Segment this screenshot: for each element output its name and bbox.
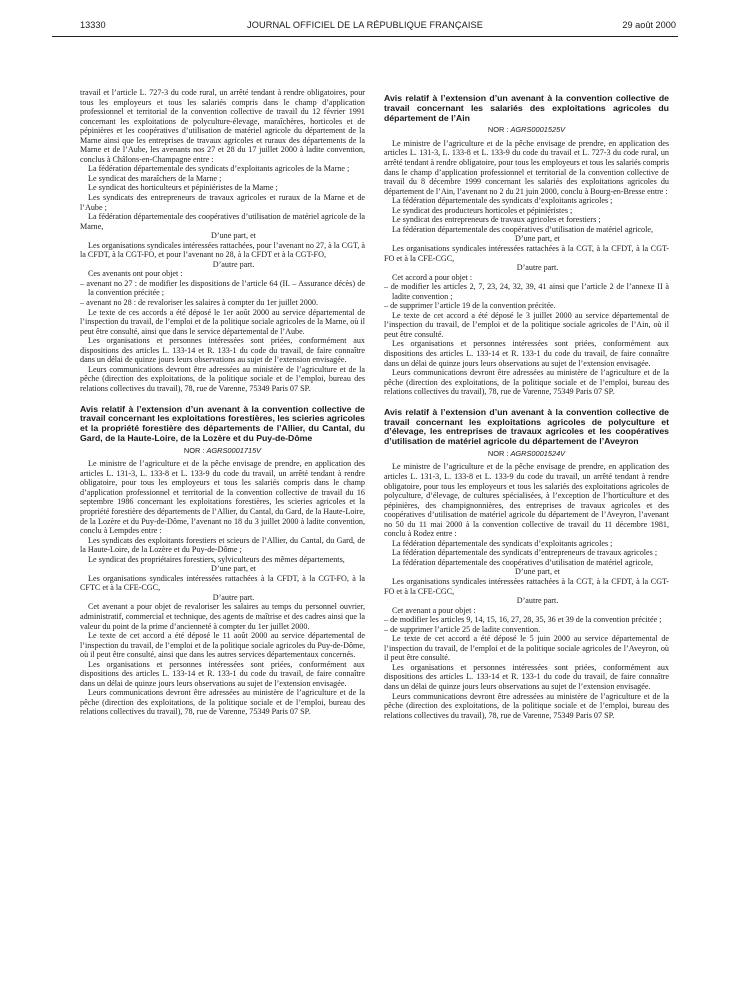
paragraph: Le syndicat des maraîchers de la Marne ;: [88, 173, 222, 183]
paragraph: La fédération départementale des syndicats d’exploitants agricoles ;: [392, 196, 613, 206]
paragraph: Les organisations syndicales intéressées rattachées à la CGT, à la CFDT, à la CGT-FO et à la CFE-CGC,: [384, 243, 669, 263]
page-header: [52, 14, 678, 37]
list-item: – de supprimer l’article 19 de la convention précitée.: [384, 301, 556, 311]
left-column: [80, 88, 365, 717]
list-item: – de modifier les articles 9, 14, 15, 16, 27, 28, 35, 36 et 39 de la convention précitée ;: [384, 615, 662, 625]
paragraph: Le texte de cet accord a été déposé le 5 juin 2000 au service départemental de l’inspection du travail, de l’emploi et de la politique sociale agricoles de l’Aveyron, où il peut être consulté.: [384, 634, 669, 663]
paragraph: D’autre part.: [516, 596, 559, 606]
paragraph: D’une part, et: [211, 231, 256, 241]
paragraph: Leurs communications devront être adressées au ministère de l’agriculture et de la pêche (direction des exploitations, de la politique sociale et de l’emploi, bureau des relations collectives du travail), 78, rue de Varenne, 75349 Paris 07 SP.: [80, 688, 365, 717]
paragraph: Le syndicat des horticulteurs et pépiniéristes de la Marne ;: [88, 183, 278, 193]
list-item: – de supprimer l’article 25 de ladite convention.: [384, 624, 541, 634]
paragraph: La fédération départementale des coopératives d’utilisation de matériel agricole,: [392, 557, 654, 567]
issue-date: 29 août 2000: [622, 20, 676, 30]
nor-reference: NOR : AGRS0001525V: [487, 125, 566, 135]
paragraph: La fédération départementale des coopératives d’utilisation de matériel agricole de la Marne,: [80, 212, 365, 231]
right-column: [384, 94, 669, 720]
paragraph: Leurs communications devront être adressées au ministère de l’agriculture et de la pêche (direction des exploitations, de la politique sociale et de l’emploi, bureau des relations collectives du travail), 78, rue de Varenne, 75349 Paris 07 SP.: [384, 691, 669, 720]
paragraph: Cet avenant a pour objet :: [392, 605, 476, 615]
notice-title: Avis relatif à l’extension d’un avenant à la convention collective de travail concernant les exploitations agricoles de polyculture et d’élevage, les entreprises de travaux agricoles et les coopératives d’utilisation de matériel agricole du département de l’Aveyron: [384, 406, 669, 447]
page-number: 13330: [80, 20, 106, 30]
paragraph: D’une part, et: [515, 234, 560, 244]
paragraph: Leurs communications devront être adressées au ministère de l’agriculture et de la pêche (direction des exploitations, de la politique sociale et de l’emploi, bureau des relations collectives du travail), 78, rue de Varenne, 75349 Paris 07 SP.: [384, 368, 669, 397]
paragraph: La fédération départementale des syndicats d’exploitants agricoles de la Marne ;: [88, 164, 350, 174]
paragraph: Les organisations syndicales intéressées rattachées à la CGT, à la CFDT, à la CGT-FO et à la CFE-CGC,: [384, 577, 669, 596]
nor-reference: NOR : AGRS0001524V: [487, 448, 566, 458]
paragraph: Les organisations et personnes intéressées sont priées, conformément aux dispositions des articles L. 133-14 et R. 133-1 du code du travail, de faire connaître dans un délai de quinze jours leurs observations au sujet de l’extension envisagée.: [80, 336, 365, 365]
paragraph: Ces avenants ont pour objet :: [88, 269, 183, 279]
paragraph: Cet avenant a pour objet de revaloriser les salaires au temps du personnel ouvrier, administratif, commercial et technique, des agents de maîtrise et des cadres ainsi que la valeur du point de la prime d’ancienneté à compter du 1er juillet 2000.: [80, 602, 365, 631]
paragraph: D’autre part.: [212, 592, 255, 602]
paragraph: Le texte de ces accords a été déposé le 1er août 2000 au service départemental de l’inspection du travail, de l’emploi et de la politique sociale agricoles de la Marne, où il peut être consulté, ainsi que dans le service départemental de l’Aube.: [80, 307, 365, 336]
paragraph: La fédération départementale des syndicats d’entrepreneurs de travaux agricoles ;: [392, 548, 658, 558]
paragraph: Les organisations et personnes intéressées sont priées, conformément aux dispositions des articles L. 133-14 et R. 133-1 du code du travail, de faire connaître dans un délai de quinze jours leurs observations au sujet de l’extension envisagée.: [384, 662, 669, 692]
paragraph: Le syndicat des entrepreneurs de travaux agricoles et forestiers ;: [392, 215, 601, 225]
list-item: – de modifier les articles 2, 7, 23, 24, 32, 39, 41 ainsi que l’article 2 de l’annexe II à ladite convention ;: [384, 282, 669, 301]
paragraph: Les organisations et personnes intéressées sont priées, conformément aux dispositions des articles L. 133-14 et R. 133-1 du code du travail, de faire connaître dans un délai de quinze jours leurs observations au sujet de l’extension envisagée.: [384, 339, 669, 368]
paragraph: Le ministre de l’agriculture et de la pêche envisage de prendre, en application des articles L. 131-3, L. 133-8 et L. 133-9 du code du travail, un arrêté tendant à rendre obligatoire, pour tous les employeurs et tous les salariés des exploitations agricoles de polyculture, d’élevage, de cultures spécialisées, à l’exception de l’horticulture et des pépinières, des champignonnières, des entreprises de travaux agricoles et des coopératives d’utilisation de matériel agricole du département de l’Aveyron, l’avenant no 50 du 11 mai 2000 à la convention collective de travail du 11 décembre 1981, conclu à Rodez entre :: [384, 462, 669, 539]
paragraph: Le syndicat des producteurs horticoles et pépiniéristes ;: [392, 205, 573, 215]
list-item: – avenant no 27 : de modifier les dispositions de l’article 64 (II. – Assurance décès) de la convention précitée ;: [80, 278, 365, 298]
paragraph: Le texte de cet accord a été déposé le 3 juillet 2000 au service départemental de l’inspection du travail, de l’emploi et de la politique sociale agricoles de l’Ain, où il peut être consulté.: [384, 310, 669, 339]
paragraph: D’autre part.: [516, 263, 559, 273]
nor-reference: NOR : AGRS0001715V: [183, 445, 262, 455]
paragraph: La fédération départementale des coopératives d’utilisation de matériel agricole,: [392, 224, 654, 234]
paragraph: D’une part, et: [515, 567, 560, 577]
paragraph: Le syndicat des propriétaires forestiers, sylviculteurs des mêmes départements,: [88, 554, 345, 564]
notice-title: Avis relatif à l’extension d’un avenant à la convention collective de travail concernant les salariés des exploitations agricoles du département de l’Ain: [384, 93, 669, 123]
notice-title: Avis relatif à l’extension d’un avenant à la convention collective de travail concernant les exploitations forestières, les scieries agricoles et la propriété forestière des départements de l’Allier, du Cantal, du Gard, de la Haute-Loire, de la Lozère et du Puy-de-Dôme: [80, 403, 365, 443]
paragraph: La fédération départementale des syndicats d’exploitants agricoles ;: [392, 538, 613, 548]
paragraph: Les organisations et personnes intéressées sont priées, conformément aux dispositions des articles L. 133-14 et R. 133-1 du code du travail, de faire connaître dans un délai de quinze jours leurs observations au sujet de l’extension envisagée.: [80, 659, 365, 688]
paragraph: Les organisations syndicales intéressées rattachées à la CFDT, à la CGT-FO, à la CFTC et à la CFE-CGC,: [80, 573, 365, 593]
paragraph: Cet accord a pour objet :: [392, 272, 473, 282]
paragraph: Le ministre de l’agriculture et de la pêche envisage de prendre, en application des articles L. 131-3, L. 133-8 et L. 133-9 du code du travail et L. 727-3 du code rural, un arrêté tendant à rendre obligatoire, pour tous les employeurs et tous les salariés compris dans le champ d’application professionnel et territorial de la convention collective de travail du 8 décembre 1999 concernant les salariés des exploitations agricoles du département de l’Ain, l’avenant no 2 du 21 juin 2000, conclu à Bourg-en-Bresse entre :: [384, 138, 669, 196]
paragraph: D’une part, et: [211, 564, 256, 574]
paragraph: Le ministre de l’agriculture et de la pêche envisage de prendre, en application des articles L. 131-3, L. 133-8 et L. 133-9 du code du travail, un arrêté tendant à rendre obligatoire, pour tous les employeurs et tous les salariés compris dans le champ d’application professionnel et territorial de la convention collective de travail du 16 septembre 1986 concernant les exploitations forestières, les scieries agricoles et la propriété forestière des départements de l’Allier, du Cantal, du Gard, de la Haute-Loire, de la Lozère et du Puy-de-Dôme, l’avenant no 18 du 3 juillet 2000 à ladite convention, conclu à Lempdes entre :: [80, 459, 365, 536]
paragraph: travail et l’article L. 727-3 du code rural, un arrêté tendant à rendre obligatoires, pour tous les employeurs et tous les salariés compris dans le champ d’application professionnel et territorial de la convention collective de travail du 12 février 1991 concernant les exploitations de polyculture-élevage, maraîchères, horticoles et de pépinières et les coopératives d’utilisation de matériel agricole du département de la Marne ainsi que les entreprises de travaux agricoles et ruraux des départements de la Marne et de l’Aube, les avenants nos 27 et 28 du 17 juillet 2000 à ladite convention, conclus à Châlons-en-Champagne entre :: [80, 88, 365, 164]
paragraph: D’autre part.: [212, 259, 255, 269]
paragraph: Le texte de cet accord a été déposé le 11 août 2000 au service départemental de l’inspection du travail, de l’emploi et de la politique sociale agricoles du Puy-de-Dôme, où il peut être consulté, ainsi que dans les autres services départementaux concernés.: [80, 631, 365, 660]
paragraph: Les syndicats des exploitants forestiers et scieurs de l’Allier, du Cantal, du Gard, de la Haute-Loire, de la Lozère et du Puy-de-Dôme ;: [80, 535, 365, 555]
paragraph: Les organisations syndicales intéressées rattachées, pour l’avenant no 27, à la CGT, à la CFDT, à la CGT-FO, et pour l’avenant no 28, à la CFDT et à la CGT-FO,: [80, 240, 365, 260]
paragraph: Les syndicats des entrepreneurs de travaux agricoles et ruraux de la Marne et de l’Aube ;: [80, 193, 365, 212]
journal-title: JOURNAL OFFICIEL DE LA RÉPUBLIQUE FRANÇAISE: [247, 20, 483, 30]
list-item: – avenant no 28 : de revaloriser les salaires à compter du 1er juillet 2000.: [80, 298, 319, 308]
paragraph: Leurs communications devront être adressées au ministère de l’agriculture et de la pêche (direction des exploitations, de la politique sociale et de l’emploi, bureau des relations collectives du travail), 78, rue de Varenne, 75349 Paris 07 SP.: [80, 364, 365, 393]
